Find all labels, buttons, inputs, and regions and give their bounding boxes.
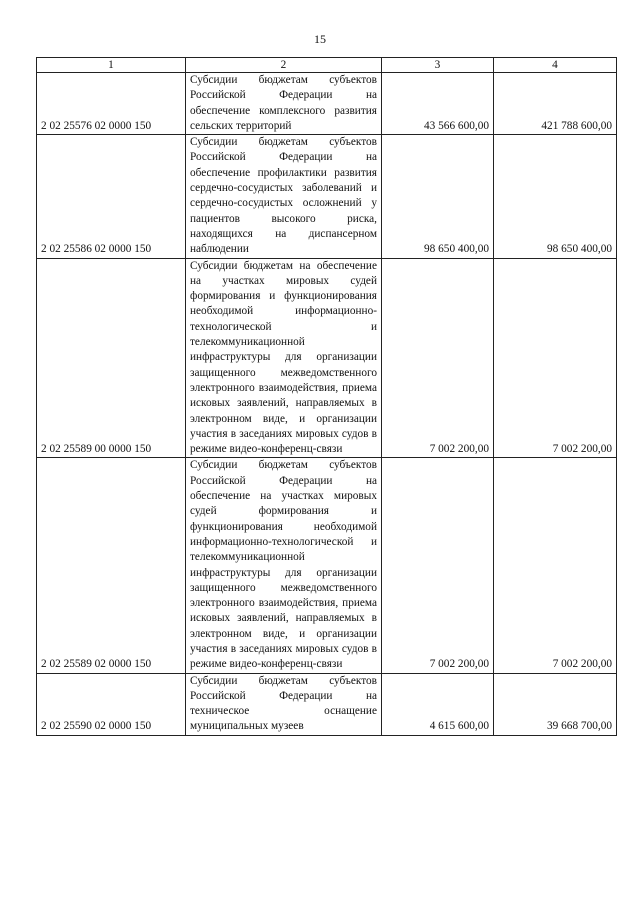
amount-column-4: 39 668 700,00 [494,673,617,735]
revenue-description: Субсидии бюджетам субъектов Российской Федерации на техническое оснащение муниципальных музеев [186,673,382,735]
revenue-code: 2 02 25576 02 0000 150 [37,73,186,135]
column-header-2: 2 [186,58,382,73]
table-row [37,258,617,458]
revenue-description: Субсидии бюджетам субъектов Российской Федерации на обеспечение комплексного развития сельских территорий [186,73,382,135]
amount-column-3: 7 002 200,00 [382,258,494,458]
revenue-code: 2 02 25590 02 0000 150 [37,673,186,735]
table-row [37,673,617,735]
table-row [37,135,617,258]
table-row [37,73,617,135]
column-header-1: 1 [37,58,186,73]
amount-column-3: 98 650 400,00 [382,135,494,258]
amount-column-4: 7 002 200,00 [494,458,617,673]
revenue-code: 2 02 25589 00 0000 150 [37,258,186,458]
amount-column-4: 421 788 600,00 [494,73,617,135]
amount-column-3: 43 566 600,00 [382,73,494,135]
table-header-row [37,58,617,73]
column-header-3: 3 [382,58,494,73]
amount-column-3: 7 002 200,00 [382,458,494,673]
table-row [37,458,617,673]
revenue-code: 2 02 25589 02 0000 150 [37,458,186,673]
amount-column-4: 7 002 200,00 [494,258,617,458]
page-number: 15 [314,32,326,46]
column-header-4: 4 [494,58,617,73]
revenue-description: Субсидии бюджетам субъектов Российской Федерации на обеспечение профилактики развития сердечно-сосудистых заболеваний и сердечно-сосудистых осложнений у пациентов высокого риска, находящихся на диспансерном наблюдении [186,135,382,258]
amount-column-4: 98 650 400,00 [494,135,617,258]
budget-table [36,57,617,736]
revenue-description: Субсидии бюджетам субъектов Российской Федерации на обеспечение на участках мировых судей формирования и функционирования необходимой информационно-технологической и телекоммуникационной инфраструктуры для организации защищенного межведомственного электронного взаимодействия, приема исковых заявлений, направляемых в электронном виде, и организации участия в заседаниях мировых судов в режиме видео-конференц-связи [186,458,382,673]
revenue-code: 2 02 25586 02 0000 150 [37,135,186,258]
revenue-description: Субсидии бюджетам на обеспечение на участках мировых судей формирования и функционирования необходимой информационно-технологической и телекоммуникационной инфраструктуры для организации защищенного межведомственного электронного взаимодействия, приема исковых заявлений, направляемых в электронном виде, и организации участия в заседаниях мировых судов в режиме видео-конференц-связи [186,258,382,458]
amount-column-3: 4 615 600,00 [382,673,494,735]
